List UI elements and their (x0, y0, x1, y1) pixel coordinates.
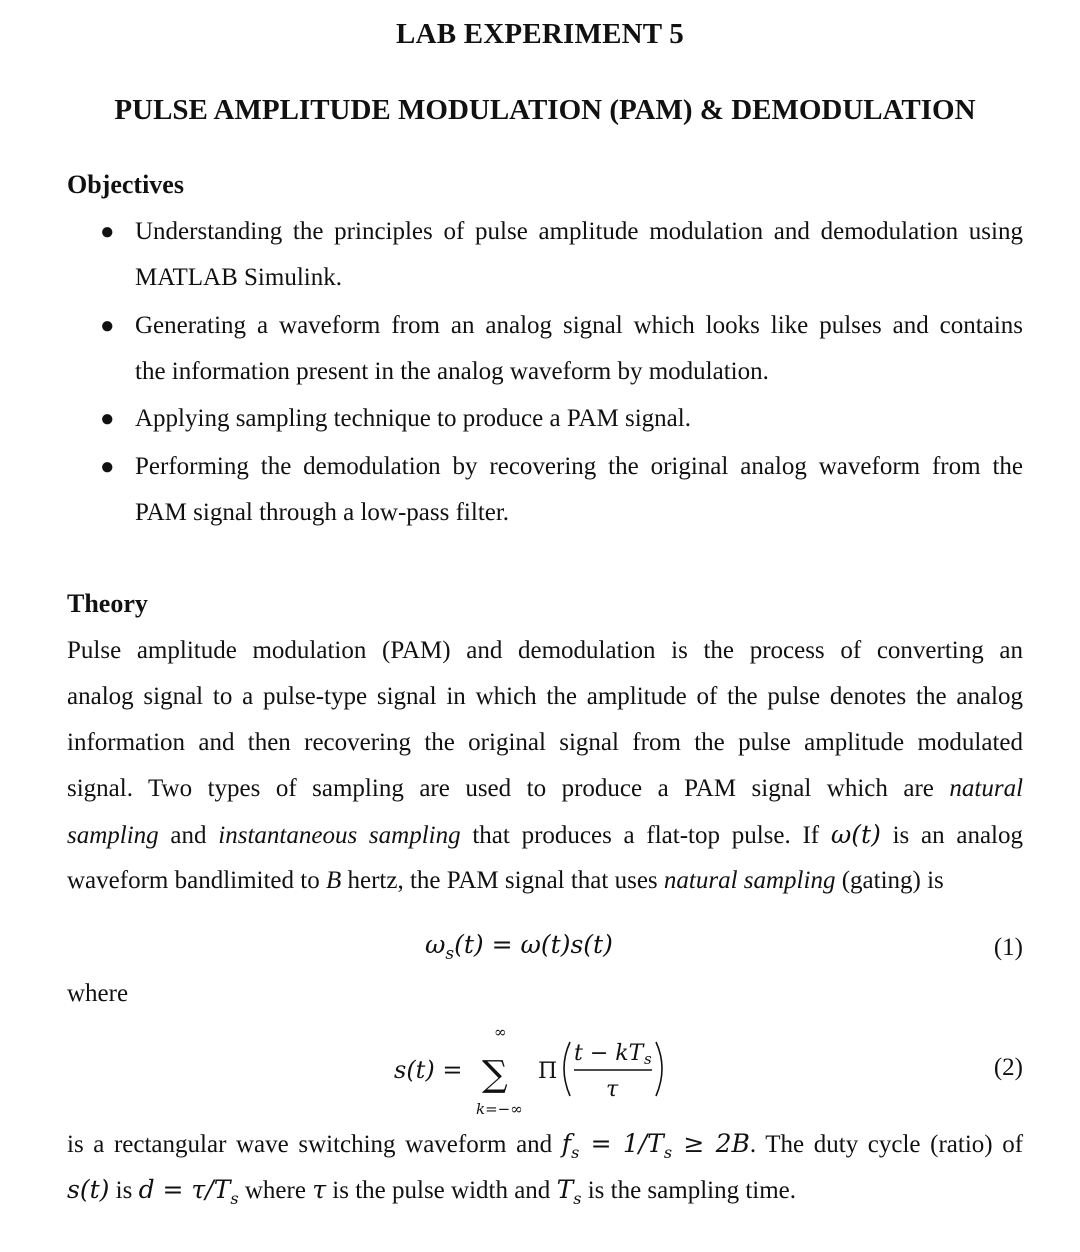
equation-1: $\omega_s(t) = \omega(t)s(t)$ (425, 930, 613, 964)
text-run: is a rectangular wave switching waveform and (67, 1131, 562, 1158)
theory-line: analog signal to a pulse-type signal in which the amplitude of the pulse denotes the analog (67, 683, 1023, 710)
text-run: that produces a flat-top pulse. If (460, 822, 831, 849)
math-inline: ≥ 2 (672, 1129, 732, 1158)
math-inline: ω(t) (830, 820, 881, 849)
eq2-sum-top: ∞ (494, 1023, 507, 1041)
text-run: where (238, 1177, 313, 1204)
paragraph-line (67, 1121, 1023, 1167)
main-title: PULSE AMPLITUDE MODULATION (PAM) & DEMODULATION (114, 94, 976, 126)
objective-line: MATLAB Simulink. (135, 264, 342, 291)
list-item (100, 396, 1023, 442)
objective-line: Applying sampling technique to produce a PAM signal. (135, 405, 691, 432)
italic-term: natural (949, 775, 1024, 802)
paragraph-line (67, 1167, 1023, 1213)
text-run: (gating) is (835, 867, 944, 894)
eq2-lhs: s(t) = (394, 1056, 463, 1084)
text-run: and (158, 822, 219, 849)
math-inline: s(t) (67, 1175, 110, 1204)
objective-line: Understanding the principles of pulse amplitude modulation and demodulation using (135, 218, 1023, 245)
math-inline: T (213, 1175, 231, 1204)
subscript: s (663, 1143, 673, 1162)
text-run: is an analog (880, 822, 1023, 849)
after-equation-paragraph (67, 1121, 1023, 1213)
theory-paragraph (67, 628, 1023, 904)
bullet-icon: ● (100, 219, 115, 245)
text-run: waveform bandlimited to (67, 867, 326, 894)
math-inline: f (561, 1129, 572, 1158)
subscript: s (445, 944, 455, 964)
eq2-numerator: t − kT (574, 1041, 644, 1066)
text-run: is (109, 1177, 139, 1204)
text-run: signal. Two types of sampling are used to produce a PAM signal which are (67, 775, 934, 802)
math-inline: B (731, 1129, 750, 1158)
objective-line: Generating a waveform from an analog signal which looks like pulses and contains (135, 312, 1023, 339)
objective-line: Performing the demodulation by recovering the original analog waveform from the (135, 453, 1023, 480)
math-inline: T (556, 1175, 574, 1204)
subscript: s (230, 1189, 239, 1208)
list-item (100, 209, 1023, 301)
list-item (100, 303, 1023, 395)
italic-term: sampling (67, 822, 159, 849)
theory-line (67, 858, 1023, 904)
bullet-icon: ● (100, 406, 115, 432)
eq2-denominator: τ (606, 1077, 619, 1102)
list-item (100, 444, 1023, 536)
eq2-sum-bottom: k=−∞ (476, 1100, 523, 1118)
equation-2 (390, 1020, 690, 1120)
math-inline: τ (312, 1175, 327, 1204)
theory-heading: Theory (67, 589, 148, 618)
eq2-pi: Π (538, 1059, 558, 1084)
theory-line: Pulse amplitude modulation (PAM) and demodulation is the process of converting an (67, 637, 1023, 664)
objectives-heading: Objectives (67, 170, 184, 199)
equation-2-number: (2) (993, 1054, 1023, 1081)
italic-term: instantaneous sampling (218, 822, 461, 849)
math-inline: = τ/ (154, 1175, 214, 1204)
right-paren (656, 1042, 662, 1096)
subscript: s (573, 1189, 582, 1208)
math-inline: B (325, 867, 342, 894)
left-paren (564, 1042, 570, 1096)
theory-line (67, 766, 1023, 812)
math-inline: d (138, 1175, 155, 1204)
subscript: s (571, 1143, 580, 1162)
eq2-sum-symbol: ∑ (482, 1054, 508, 1095)
math-inline: T (647, 1129, 664, 1158)
text-run: is the sampling time. (581, 1177, 797, 1204)
lab-title: LAB EXPERIMENT 5 (396, 18, 684, 50)
theory-line (67, 812, 1023, 858)
text-run: . The duty cycle (ratio) of (749, 1131, 1024, 1158)
theory-line: information and then recovering the original signal from the pulse amplitude modulated (67, 729, 1023, 756)
text-run: is the pulse width and (326, 1177, 557, 1204)
equation-1-number: (1) (993, 934, 1023, 961)
text-run: hertz, the PAM signal that uses (341, 867, 664, 894)
bullet-icon: ● (100, 313, 115, 339)
where-label: where (67, 980, 129, 1007)
objective-line: the information present in the analog waveform by modulation. (135, 358, 769, 385)
bullet-icon: ● (100, 454, 115, 480)
objective-line: PAM signal through a low-pass filter. (135, 499, 510, 526)
eq2-numerator-sub: s (644, 1050, 652, 1068)
italic-term: natural sampling (663, 867, 836, 894)
math-inline: = 1/ (579, 1129, 648, 1158)
